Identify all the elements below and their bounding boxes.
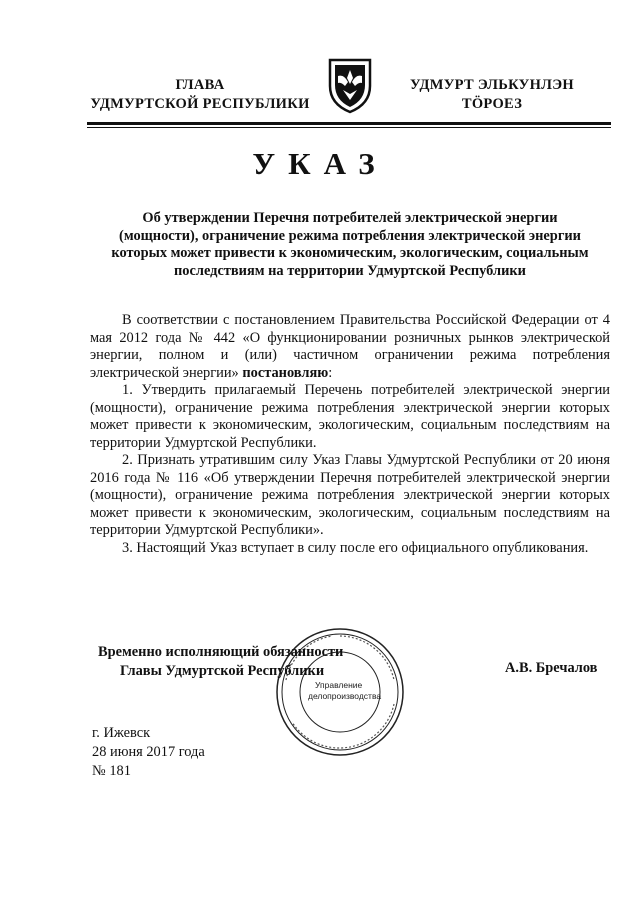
header-rule-thick bbox=[87, 122, 611, 125]
item-3: 3. Настоящий Указ вступает в силу после его официального опубликования. bbox=[122, 539, 589, 556]
preamble-text: В соответствии с постановлением Правительства Российской Федерации от 4 мая 2012 года № 442 «О функционировании розничных рынков электрической энергии, полном и (или) частичном ограничении режима потребления электрической энергии» bbox=[90, 312, 610, 381]
header-left-line2: УДМУРТСКОЙ РЕСПУБЛИКИ bbox=[90, 96, 310, 112]
stamp-inner-line2: делопроизводства bbox=[308, 691, 382, 701]
signature-position-line2: Главы Удмуртской Республики bbox=[120, 663, 325, 679]
item-1: 1. Утвердить прилагаемый Перечень потребителей электрической энергии (мощности), ограничение режима потребления электрической энергии которых может привести к экономическим, экологическим, социальным последствиям на территории Удмуртской Республики. bbox=[90, 382, 610, 451]
header-right bbox=[392, 76, 592, 114]
header-left-line1: ГЛАВА bbox=[175, 77, 225, 93]
stamp-inner-line1: Управление bbox=[315, 680, 363, 690]
header-rule-thin bbox=[87, 127, 611, 128]
preamble-keyword: постановляю bbox=[242, 364, 329, 381]
header-right-line2: ТӦРОЕЗ bbox=[461, 96, 523, 112]
preamble-paragraph bbox=[90, 312, 610, 382]
header-right-line1: УДМУРТ ЭЛЬКУНЛЭН bbox=[410, 77, 574, 93]
document-subject: Об утверждении Перечня потребителей электрической энергии (мощности), ограничение режима потребления электрической энергии которых может привести к экономическим, экологическим, социальным последствиям на территории Удмуртской Республики bbox=[111, 210, 589, 279]
document-footer bbox=[92, 724, 205, 781]
document-title: УКАЗ bbox=[252, 146, 388, 181]
footer-date: 28 июня 2017 года bbox=[92, 744, 205, 760]
footer-city: г. Ижевск bbox=[92, 725, 151, 741]
signature-position-line1: Временно исполняющий обязанности bbox=[98, 644, 344, 660]
signature-name: А.В. Бречалов bbox=[505, 660, 598, 676]
coat-of-arms-emblem-icon bbox=[327, 56, 373, 119]
footer-number: № 181 bbox=[92, 763, 131, 779]
signature-position bbox=[98, 643, 343, 681]
header-left bbox=[88, 76, 312, 114]
document-body bbox=[90, 312, 610, 557]
preamble-end: : bbox=[328, 364, 333, 381]
item-2: 2. Признать утратившим силу Указ Главы Удмуртской Республики от 20 июня 2016 года № 116 «Об утверждении Перечня потребителей электрической энергии (мощности), ограничение режима потребления электрической энергии которых может привести к экономическим, экологическим, социальным последствиям на территории Удмуртской Республики». bbox=[90, 452, 610, 538]
